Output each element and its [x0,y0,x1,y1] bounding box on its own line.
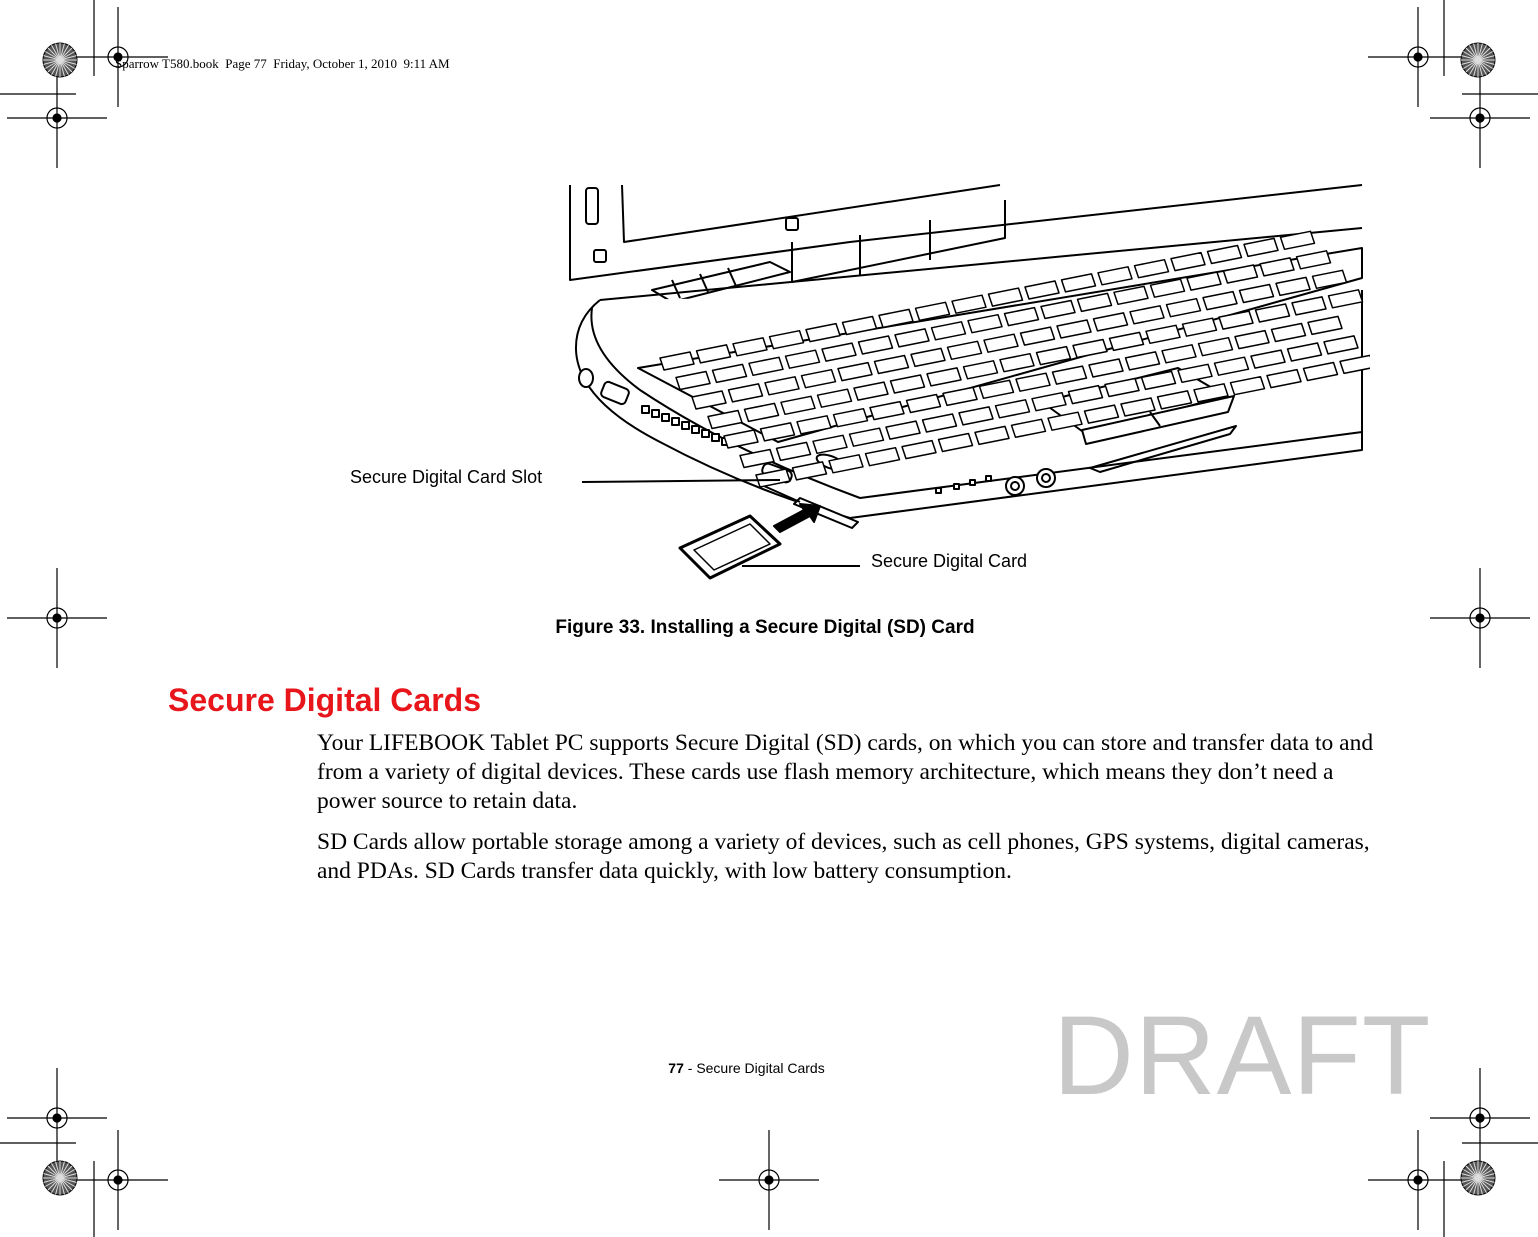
crosshair-mark [1368,7,1468,107]
footer-separator: - [683,1060,697,1076]
starburst-mark [43,43,77,77]
book-stamp: Sparrow T580.book Page 77 Friday, October 1, 2010 9:11 AM [115,56,450,71]
laptop-sd-illustration [330,180,1370,580]
callout-sd-card: Secure Digital Card [871,551,1028,571]
starburst-mark [1461,43,1495,77]
section-heading: Secure Digital Cards [168,682,481,718]
body-paragraph-1: Your LIFEBOOK Tablet PC supports Secure Digital (SD) cards, on which you can store and transfer data to and from a variety of digital devices. These cards use flash memory architecture, which means they don’t need a power source to retain data. [317,730,1374,814]
footer-section-name: Secure Digital Cards [696,1060,825,1076]
starburst-mark [43,1161,77,1195]
crosshair-mark [1430,1068,1530,1168]
page-number: 77 [668,1060,684,1076]
crosshair-mark [7,68,107,168]
callout-sd-card-slot: Secure Digital Card Slot [350,467,543,487]
body-paragraph-2: SD Cards allow portable storage among a variety of devices, such as cell phones, GPS systems, digital cameras, and PDAs. SD Cards transfer data quickly, with low battery consumption. [317,829,1370,884]
draft-watermark: DRAFT [1053,993,1432,1118]
figure-caption: Figure 33. Installing a Secure Digital (SD) Card [555,617,975,638]
crosshair-mark [68,1130,168,1230]
crosshair-mark [1430,68,1530,168]
crosshair-mark [719,1130,819,1230]
starburst-mark [1461,1161,1495,1195]
crosshair-mark [7,1068,107,1168]
crosshair-mark [1368,1130,1468,1230]
